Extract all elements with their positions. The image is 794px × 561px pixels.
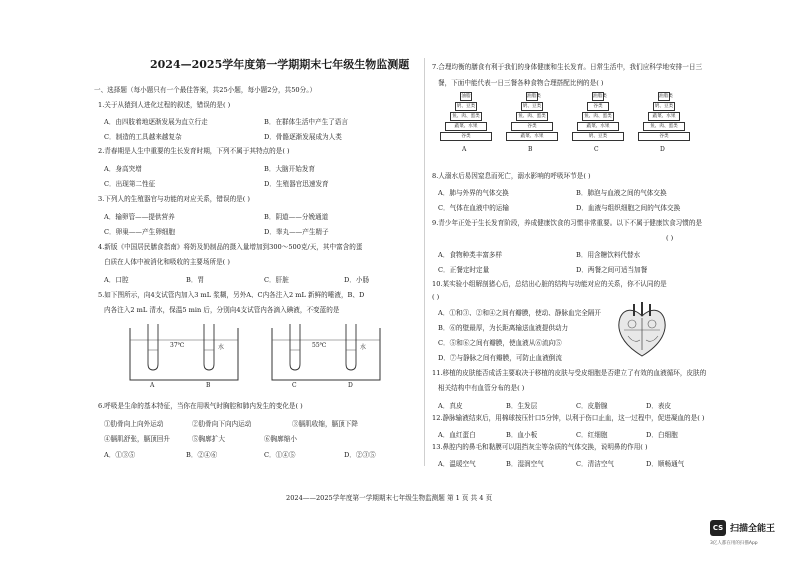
- q3-option-c: C．卵巢——产生卵细胞: [104, 228, 175, 236]
- q12-option-a: A．血红蛋白: [438, 431, 476, 439]
- q11-line2: 相关结构中有血管分布的是( ): [438, 384, 525, 392]
- page-footer: 2024——2025学年度第一学期期末七年级生物监测题 第 1 页 共 4 页: [286, 494, 493, 502]
- q9-option-c: C．正餐定时定量: [438, 266, 490, 274]
- tube-label-b: B: [206, 382, 211, 389]
- q8-stem: 8.人溺水后易因窒息而死亡，溺水影响的呼吸环节是( ): [432, 172, 591, 180]
- pyramid-tier: 蔬菜、水果: [445, 122, 487, 131]
- pyramid-tier: 谷类: [587, 102, 609, 111]
- pyramid-label: C: [594, 146, 599, 153]
- test-tube-diagram: [126, 322, 386, 392]
- q11-option-a: A．真皮: [438, 402, 463, 410]
- pyramid-tier: 谷类: [440, 132, 492, 141]
- q12-stem: 12.静脉输液结束后，用棉球按压针口5分钟，以利于伤口止血，这一过程中，促进凝血的是( ): [432, 414, 705, 422]
- left-column: [88, 0, 418, 561]
- food-pyramid-a: [438, 92, 494, 162]
- water-label-d: 水: [360, 344, 367, 351]
- q1-option-a: A．由四肢着地逐渐发展为直立行走: [104, 118, 208, 126]
- q13-stem: 13.鼻腔内的鼻毛和黏膜可以阻挡灰尘等杂质的气体交换，说明鼻的作用( ): [432, 443, 648, 451]
- q6-stem: 6.呼吸是生命的基本特征，当你在用吸气时胸腔和肺内发生的变化是( ): [98, 402, 303, 410]
- pyramid-tier: 奶、豆类: [456, 104, 476, 109]
- q11-option-b: B．生发层: [506, 402, 538, 410]
- temp-label-55: 55℃: [312, 342, 327, 349]
- q11-line1: 11.移植的皮肤能否成活主要取决于移植的皮肤与受皮细胞是否建立了有效的血液循环，皮肤的: [432, 369, 707, 377]
- q6-item-2: ②肋骨向下向内运动: [192, 420, 252, 428]
- q9-option-b: B．用含糖饮料代替水: [576, 251, 641, 259]
- q9-option-d: D．两餐之间可适当加餐: [576, 266, 648, 274]
- pyramid-tier: 奶、豆类: [654, 104, 674, 109]
- pyramid-tier: 谷类: [638, 132, 690, 141]
- q6-item-1: ①肋骨向上向外运动: [104, 420, 164, 428]
- water-bath-beaker-right: [272, 328, 380, 380]
- q6-item-4: ④膈肌舒张，膈顶回升: [104, 435, 170, 443]
- q6-item-3: ③膈肌收缩，膈顶下降: [292, 420, 358, 428]
- food-pyramid-c: [570, 92, 626, 162]
- q10-option-c: C．⑤和⑥之间有瓣膜，使血液从⑥流向⑤: [438, 339, 562, 347]
- q10-option-b: B．⑥的壁最厚，为长距离输送血液提供动力: [438, 324, 569, 332]
- q7-line1: 7.合理均衡的膳食有利于我们的身体健康和生长发育。日常生活中，我们应科学地安排一日三: [432, 63, 703, 71]
- q4-line2: 白质在人体中被消化和吸收的主要场所是( ): [104, 258, 230, 266]
- pyramid-tier: 蔬菜、水果: [577, 122, 619, 131]
- q8-option-d: D．血液与组织细胞之间的气体交换: [576, 204, 681, 212]
- q6-item-6: ⑥胸廓缩小: [264, 435, 297, 443]
- q3-stem: 3.下列人的生殖器官与功能的对应关系，错误的是( ): [98, 195, 250, 203]
- test-tube-d: [346, 324, 356, 370]
- pyramid-label: B: [528, 146, 533, 153]
- right-column: [432, 0, 707, 561]
- pyramid-tier: 鱼、肉、蛋类: [516, 112, 548, 121]
- q4-option-c: C．肝脏: [264, 276, 289, 284]
- q9-option-a: A．食物种类丰富多样: [438, 251, 503, 259]
- watermark-app-name: 扫描全能王: [730, 524, 776, 534]
- q4-line1: 4.新版《中国居民膳食指南》将奶及奶制品的摄入量增加到300～500克/天，其中富含的蛋: [98, 243, 363, 251]
- pyramid-tier: 油脂类: [659, 94, 673, 99]
- q10-option-d: D．⑦与静脉之间有瓣膜，可防止血液倒流: [438, 354, 562, 362]
- pyramid-tier: 鱼、肉、蛋类: [450, 112, 482, 121]
- pyramid-tier: 鱼、肉、蛋类: [582, 112, 614, 121]
- q13-option-a: A．温暖空气: [438, 460, 476, 468]
- q1-option-c: C．制造的工具越来越复杂: [104, 133, 182, 141]
- watermark-tagline: 3亿人都在用的扫描App: [710, 541, 758, 546]
- q6-item-5: ⑤胸廓扩大: [192, 435, 225, 443]
- test-tube-b: [204, 324, 214, 370]
- q2-option-d: D．生殖器官迅速发育: [264, 180, 329, 188]
- q10-stem: 10.某实验小组解剖猪心后，总结出心脏的结构与功能对应的关系，你不认同的是: [432, 280, 667, 288]
- pyramid-tier: 蔬菜、水果: [506, 132, 558, 141]
- q13-option-d: D．顺畅通气: [646, 460, 685, 468]
- q1-stem: 1.关于从猿到人进化过程的叙述，错误的是( ): [98, 101, 231, 109]
- q3-option-b: B．阴道——分娩通道: [264, 213, 329, 221]
- heart-diagram: [612, 300, 672, 360]
- q3-option-a: A．输卵管——提供营养: [104, 213, 175, 221]
- q6-option-c: C．①④⑤: [264, 451, 296, 459]
- q7-line2: 餐，下面中能代表一日三餐各种食物合理搭配比例的是( ): [438, 79, 604, 87]
- q2-option-c: C．出现第二性征: [104, 180, 156, 188]
- exam-title: 2024—2025学年度第一学期期末七年级生物监测题: [150, 58, 410, 71]
- tube-label-d: D: [348, 382, 353, 389]
- pyramid-label: A: [462, 146, 467, 153]
- camscanner-logo-icon: CS: [710, 520, 726, 536]
- pyramid-tier: 油脂类: [593, 94, 607, 99]
- q8-option-a: A．肺与外界的气体交换: [438, 189, 509, 197]
- test-tube-c: [290, 324, 300, 370]
- tube-label-a: A: [150, 382, 155, 389]
- q3-option-d: D．睾丸——产生精子: [264, 228, 329, 236]
- q12-option-c: C．红细胞: [576, 431, 608, 439]
- water-bath-beaker-left: [130, 328, 238, 380]
- food-pyramid-b: [504, 92, 560, 162]
- q8-option-c: C．气体在血液中的运输: [438, 204, 509, 212]
- q11-option-c: C．皮脂腺: [576, 402, 608, 410]
- q1-option-b: B．在群体生活中产生了语言: [264, 118, 348, 126]
- q6-option-d: D．②③⑤: [344, 451, 376, 459]
- pyramid-tier: 奶、豆类: [522, 104, 542, 109]
- section-heading: 一、选择题（每小题只有一个最佳答案，共25小题，每小题2分，共50分。）: [94, 86, 317, 94]
- column-divider: [424, 58, 425, 466]
- pyramid-tier: 油脂: [461, 94, 471, 99]
- q4-option-d: D．小肠: [344, 276, 370, 284]
- q2-option-a: A．身高突增: [104, 165, 142, 173]
- pyramid-tier: 蔬菜、水果: [648, 112, 680, 121]
- pyramid-tier: 谷类: [511, 122, 553, 131]
- pyramid-tier: 油脂类: [527, 94, 541, 99]
- q10-answer-bracket: ( ): [432, 293, 440, 301]
- q6-option-b: B．②④⑥: [186, 451, 218, 459]
- q12-option-b: B．血小板: [506, 431, 538, 439]
- q8-option-b: B．肺泡与血液之间的气体交换: [576, 189, 667, 197]
- temp-label-37: 37℃: [170, 342, 185, 349]
- test-tube-a: [148, 324, 158, 370]
- q9-answer-bracket: ( ): [666, 234, 674, 242]
- q13-option-b: B．湿润空气: [506, 460, 544, 468]
- pyramid-label: D: [660, 146, 665, 153]
- water-label-b: 水: [218, 344, 225, 351]
- food-pyramid-d: [636, 92, 692, 162]
- q5-line1: 5.如下图所示，向4支试管内加入3 mL 浆糊，另外A、C内各注入2 mL 新鲜的唾液，B、D: [98, 291, 365, 299]
- q5-line2: 内各注入2 mL 清水，保温5 min 后，分别向4支试管内各滴入碘液，不变蓝的是: [104, 306, 340, 314]
- q4-option-a: A．口腔: [104, 276, 129, 284]
- q2-option-b: B．大脑开始发育: [264, 165, 316, 173]
- q4-option-b: B．胃: [186, 276, 205, 284]
- pyramid-tier: 鱼、肉、蛋类: [643, 122, 685, 131]
- q2-stem: 2.青春期是人生中重要的生长发育时期，下列不属于其特点的是( ): [98, 147, 290, 155]
- q10-option-a: A．①和③、②和④之间有瓣膜，使动、静脉血完全隔开: [438, 309, 602, 317]
- q1-option-d: D．骨骼逐渐发展成为人类: [264, 133, 342, 141]
- q11-option-d: D．表皮: [646, 402, 672, 410]
- pyramid-tier: 奶、豆类: [572, 132, 624, 141]
- q12-option-d: D．白细胞: [646, 431, 678, 439]
- tube-label-c: C: [292, 382, 297, 389]
- q6-option-a: A．①③⑤: [104, 451, 136, 459]
- food-pyramid-diagram: [438, 92, 688, 162]
- q9-line1: 9.青少年正处于生长发育阶段，养成健康饮食的习惯非常重要。以下不属于健康饮食习惯的是: [432, 219, 703, 227]
- q13-option-c: C．清洁空气: [576, 460, 615, 468]
